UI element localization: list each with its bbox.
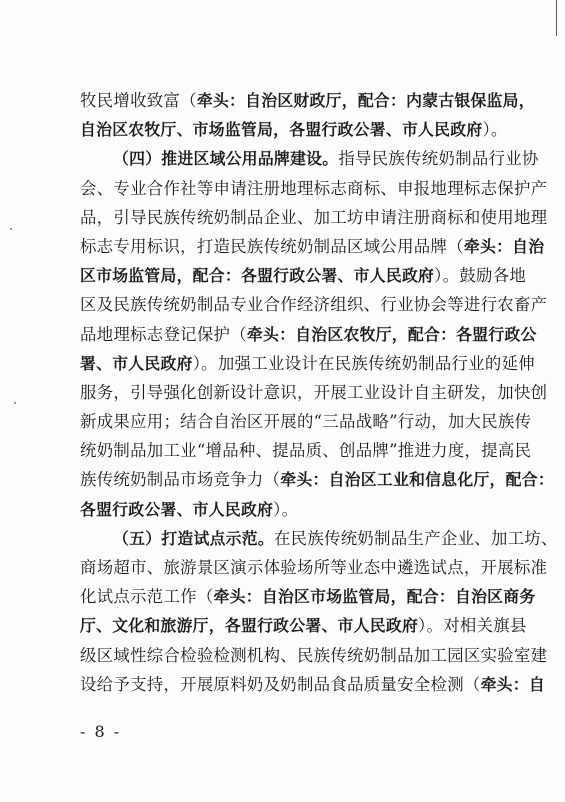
- text-line: [80, 553, 548, 582]
- lead-department-note: 厅、文化和旅游厅，各盟行政公署、市人民政府: [80, 616, 419, 636]
- text-line: [80, 261, 527, 290]
- text-line: [80, 232, 545, 261]
- text-line: [80, 115, 520, 144]
- text-line: [80, 349, 535, 378]
- text-line: [80, 436, 532, 465]
- text-segment: 化试点示范工作（: [80, 587, 214, 607]
- text-line: [80, 407, 532, 436]
- text-segment: 服务，引导强化创新设计意识，开展工业设计自主研发，加快创: [80, 382, 548, 402]
- scan-speck: [14, 402, 16, 404]
- text-line: [80, 174, 548, 203]
- text-line: [80, 86, 535, 115]
- lead-department-note: 牵头：自治区农牧厅，配合：各盟行政公: [246, 324, 537, 344]
- text-line: [80, 320, 537, 349]
- text-segment: 统奶制品加工业“增品种、提品质、创品牌”推进力度，提高民: [80, 441, 532, 461]
- section-heading: （四）推进区域公用品牌建设。: [113, 149, 339, 169]
- text-segment: 区及民族传统奶制品专业合作经济组织、行业协会等进行农畜产: [80, 295, 548, 315]
- lead-department-note: 牵头：自治: [463, 236, 545, 256]
- text-line: [80, 203, 548, 232]
- lead-department-note: 各盟行政公署、市人民政府: [80, 499, 274, 519]
- body-text: [80, 86, 558, 699]
- text-segment: ）。加强工业设计在民族传统奶制品行业的延伸: [192, 353, 535, 373]
- text-segment: 商场超市、旅游景区演示体验场所等业态中遴选试点，开展标准: [80, 558, 548, 577]
- text-segment: 品地理标志登记保护（: [80, 324, 247, 344]
- text-line: [80, 290, 548, 319]
- text-segment: ）。鼓励各地: [434, 266, 527, 286]
- text-segment: 指导民族传统奶制品行业协: [338, 149, 539, 169]
- text-line: [80, 582, 536, 611]
- text-line: [80, 495, 520, 524]
- text-line: [80, 670, 545, 699]
- text-segment: 牧民增收致富（: [80, 91, 197, 110]
- text-segment: 新成果应用；结合自治区开展的“三品战略”行动，加大民族传: [80, 412, 532, 432]
- lead-department-note: 牵头：自治区工业和信息化厅，配合：: [280, 470, 554, 490]
- text-segment: 设给予支持，开展原料奶及奶制品食品质量安全检测（: [80, 674, 481, 694]
- text-segment: 会、专业合作社等申请注册地理标志商标、申报地理标志保护产: [80, 178, 548, 198]
- lead-department-note: 自治区农牧厅、市场监管局，各盟行政公署、市人民政府: [80, 120, 483, 140]
- page-number: - 8 -: [80, 722, 122, 741]
- lead-department-note: 署、市人民政府: [80, 353, 193, 373]
- text-segment: ）。: [273, 499, 299, 519]
- lead-department-note: 牵头：自治区市场监管局，配合：自治区商务: [213, 587, 536, 607]
- text-segment: ）。对相关旗县: [418, 616, 527, 636]
- lead-department-note: 牵头：自治区财政厅，配合：内蒙古银保监局，: [196, 91, 535, 110]
- text-line: [80, 378, 548, 407]
- text-segment: 级区域性综合检验检测机构、民族传统奶制品加工园区实验室建: [80, 645, 548, 665]
- lead-department-note: 牵头：自: [480, 674, 545, 694]
- text-segment: 在民族传统奶制品生产企业、加工坊、: [273, 528, 558, 548]
- text-segment: ）。: [482, 120, 508, 140]
- text-line: [80, 524, 558, 553]
- text-segment: 标志专用标识，打造民族传统奶制品区域公用品牌（: [80, 236, 464, 256]
- text-segment: 品，引导民族传统奶制品企业、加工坊申请注册商标和使用地理: [80, 207, 548, 227]
- section-heading: （五）打造试点示范。: [113, 528, 274, 548]
- text-line: [80, 611, 527, 640]
- lead-department-note: 区市场监管局，配合：各盟行政公署、市人民政府: [80, 266, 435, 286]
- text-segment: 族传统奶制品市场竞争力（: [80, 470, 281, 490]
- text-line: [80, 641, 548, 670]
- scan-speck: [10, 228, 12, 230]
- text-line: [80, 465, 554, 494]
- page-edge-mark: [556, 0, 557, 36]
- text-line: [80, 144, 539, 173]
